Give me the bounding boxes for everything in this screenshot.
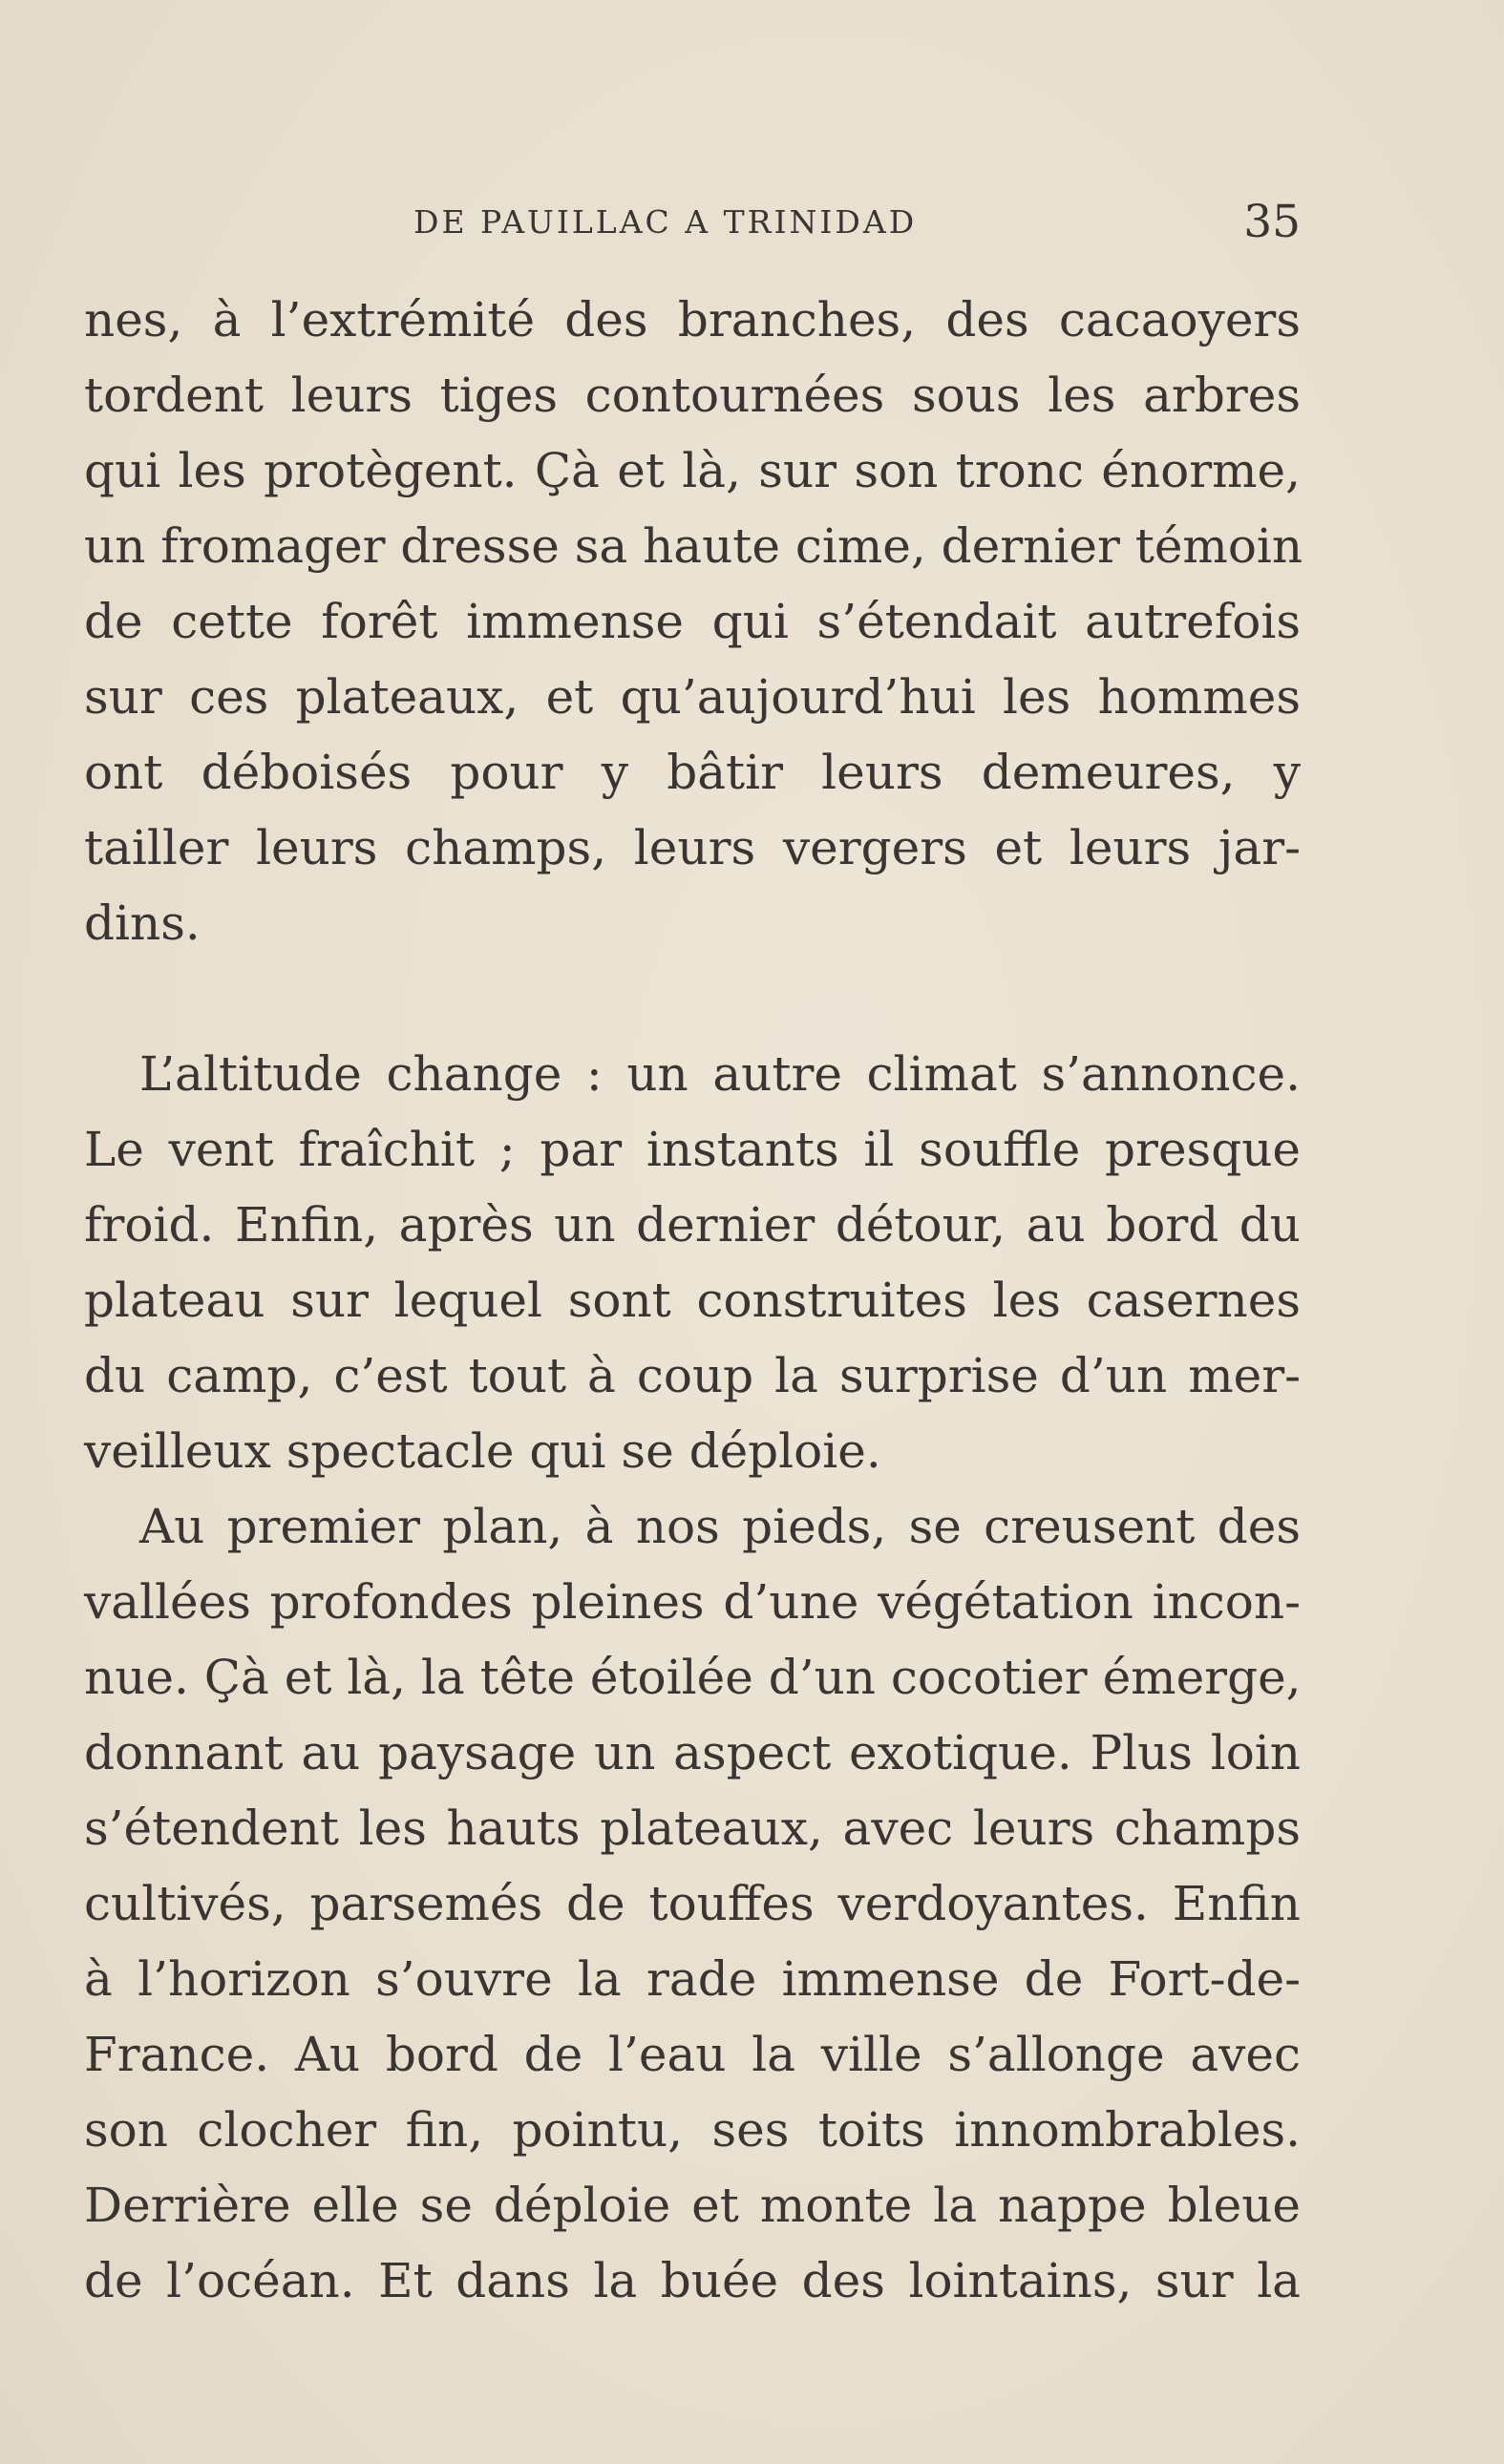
text-line: L’altitude change : un autre climat s’annonce. [139, 1046, 1301, 1102]
text-line: Derrière elle se déploie et monte la nappe bleue [84, 2178, 1301, 2233]
paragraph [84, 1489, 1301, 2319]
text-line: s’étendent les hauts plateaux, avec leurs champs [84, 1801, 1301, 1856]
text-line: nue. Çà et là, la tête étoilée d’un cocotier émerge, [84, 1650, 1302, 1705]
body-text [84, 283, 1301, 2319]
page-number: 35 [1243, 196, 1301, 248]
text-line: nes, à l’extrémité des branches, des cacaoyers [84, 292, 1301, 347]
text-line: froid. Enfin, après un dernier détour, au bord du [84, 1197, 1301, 1253]
text-line: plateau sur lequel sont construites les casernes [84, 1273, 1301, 1328]
text-line: de cette forêt immense qui s’étendait autrefois [84, 594, 1301, 649]
text-line: vallées profondes pleines d’une végétation incon- [84, 1574, 1301, 1630]
text-line: qui les protègent. Çà et là, sur son tronc énorme, [84, 443, 1301, 498]
text-line: Au premier plan, à nos pieds, se creusent des [139, 1499, 1301, 1554]
text-line: Le vent fraîchit ; par instants il souffle presque [84, 1122, 1301, 1177]
text-line: son clocher fin, pointu, ses toits innombrables. [84, 2102, 1301, 2158]
text-line: à l’horizon s’ouvre la rade immense de Fort-de- [84, 1951, 1301, 2007]
text-line: tailler leurs champs, leurs vergers et leurs jar- [84, 820, 1301, 875]
text-line: veilleux spectacle qui se déploie. [84, 1423, 881, 1479]
paragraph [84, 283, 1301, 961]
paragraph-gap [84, 961, 1301, 1037]
text-line: un fromager dresse sa haute cime, dernier témoin [84, 518, 1303, 574]
text-line: ont déboisés pour y bâtir leurs demeures, y [84, 745, 1301, 800]
paragraph [84, 1037, 1301, 1489]
running-title: DE PAUILLAC A TRINIDAD [413, 203, 918, 241]
text-line: de l’océan. Et dans la buée des lointains, sur la [84, 2253, 1301, 2308]
text-line: France. Au bord de l’eau la ville s’allonge avec [84, 2027, 1301, 2082]
text-line: du camp, c’est tout à coup la surprise d’un mer- [84, 1348, 1301, 1403]
running-head [84, 196, 1301, 253]
text-line: tordent leurs tiges contournées sous les arbres [84, 368, 1301, 423]
text-line: donnant au paysage un aspect exotique. Plus loin [84, 1725, 1301, 1780]
text-line: sur ces plateaux, et qu’aujourd’hui les hommes [84, 669, 1301, 725]
text-line: cultivés, parsemés de touffes verdoyantes. Enfin [84, 1876, 1301, 1931]
text-line: dins. [84, 895, 201, 951]
